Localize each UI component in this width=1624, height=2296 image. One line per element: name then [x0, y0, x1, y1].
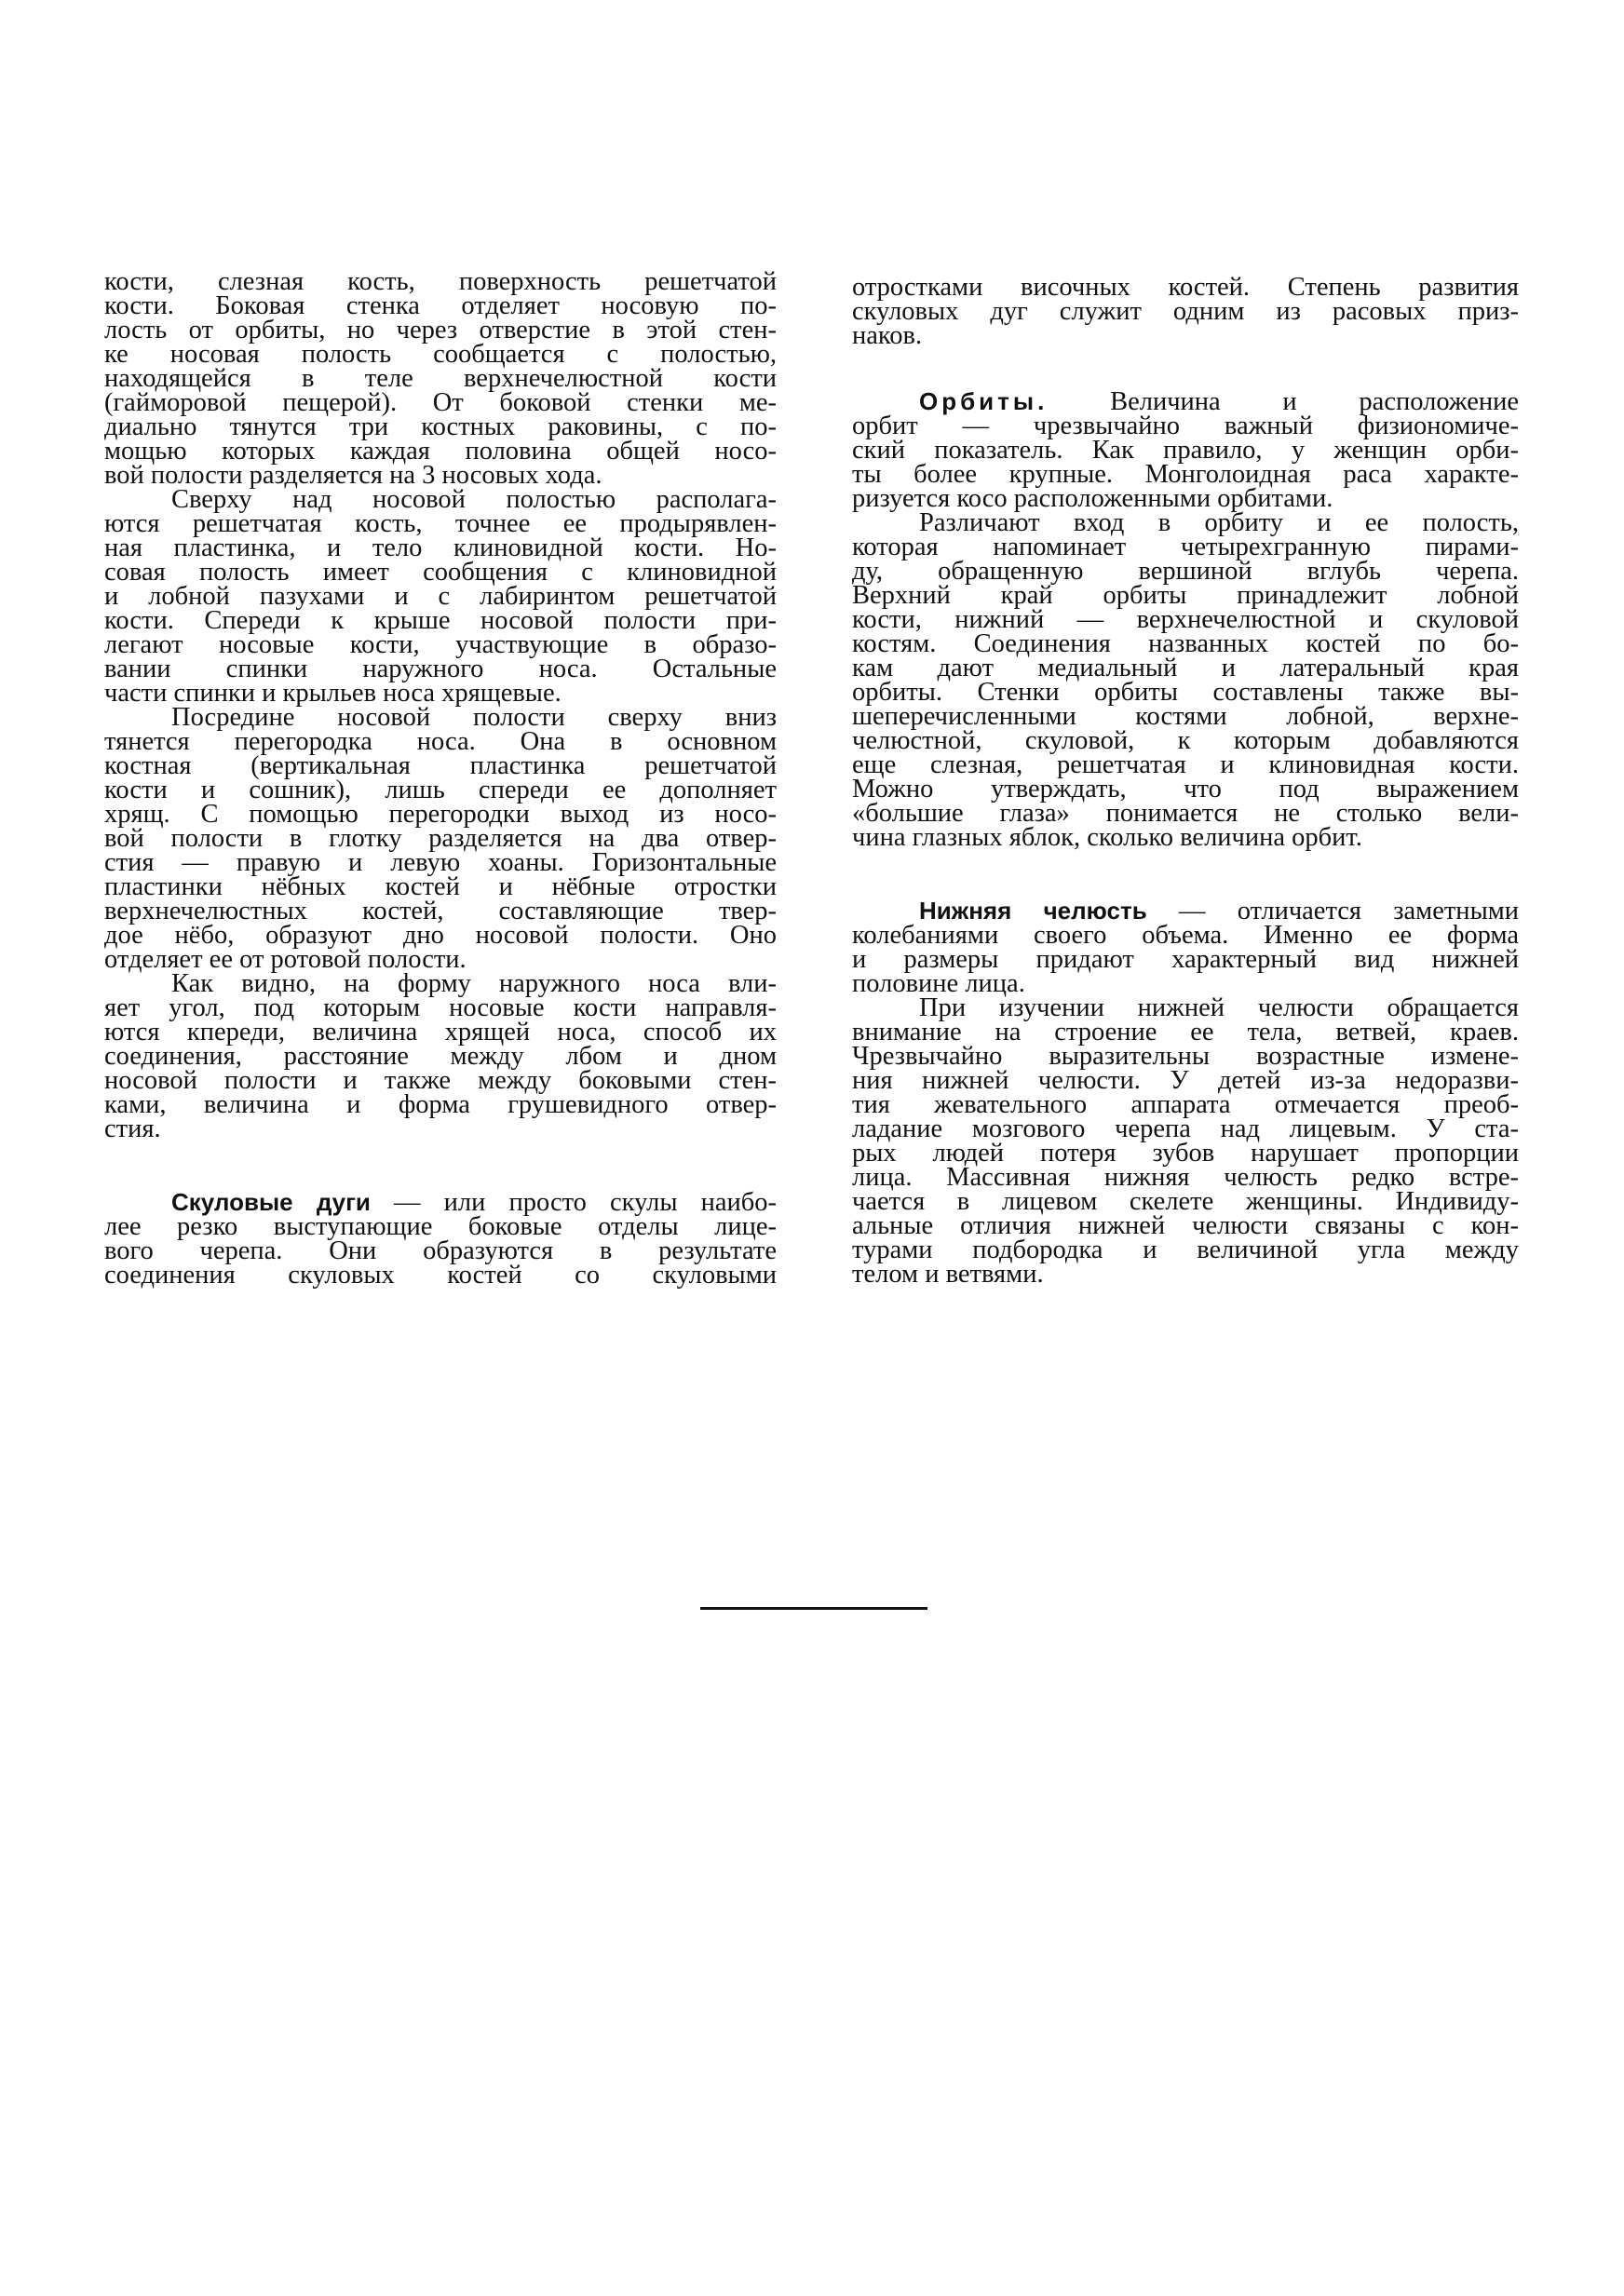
section-zygomatic-arches — [104, 1190, 777, 1288]
heading-continuation: Величина и расположение — [1110, 387, 1519, 416]
text-line: орбиты. Стенки орбиты составлены также вы- — [852, 678, 1519, 707]
text-line: хрящ. С помощью перегородки выход из носо- — [104, 800, 777, 829]
text-line: ризуется косо расположенными орбитами. — [852, 484, 1333, 513]
text-line: дое нёбо, образуют дно носовой полости. Оно — [104, 921, 777, 950]
text-line: стия. — [104, 1114, 161, 1143]
text-line: костям. Соединения названных костей по бо- — [852, 629, 1519, 658]
text-line: чается в лицевом скелете женщины. Индивиду- — [852, 1187, 1519, 1216]
right-column — [852, 273, 1519, 1289]
text-line: внимание на строение ее тела, ветвей, краев. — [852, 1018, 1519, 1047]
paragraph-nasal-walls — [104, 267, 777, 490]
text-line: «большие глаза» понимается не столько вели- — [852, 799, 1519, 828]
text-line: пластинки нёбных костей и нёбные отростки — [104, 872, 777, 901]
text-line: ются решетчатая кость, точнее ее продырявлен- — [104, 509, 777, 538]
text-line: шеперечисленными костями лобной, верхне- — [852, 702, 1519, 731]
text-line: легают носовые кости, участвующие в образо- — [104, 630, 777, 659]
text-line: (гайморовой пещерой). От боковой стенки ме- — [104, 388, 777, 417]
text-line: При изучении нижней челюсти обращается — [919, 993, 1519, 1022]
text-line: альные отличия нижней челюсти связаны с кон- — [852, 1211, 1519, 1240]
text-line — [852, 389, 1519, 414]
text-line: вой полости в глотку разделяется на два отвер- — [104, 824, 777, 853]
text-line: вании спинки наружного носа. Остальные — [104, 655, 777, 683]
text-line: которая напоминает четырехгранную пирами- — [852, 533, 1519, 561]
text-line — [852, 898, 1519, 924]
paragraph-nose-shape — [104, 969, 777, 1143]
section-orbits — [852, 389, 1519, 511]
text-line: ная пластинка, и тело клиновидной кости. Но- — [104, 533, 777, 562]
text-line: вого черепа. Они образуются в результате — [104, 1236, 777, 1265]
text-line: рых людей потеря зубов нарушает пропорции — [852, 1139, 1519, 1168]
text-line — [104, 1190, 777, 1215]
text-line: совая полость имеет сообщения с клиновидной — [104, 558, 777, 587]
text-line: кости, слезная кость, поверхность решетчатой — [104, 267, 777, 296]
text-line: яет угол, под которым носовые кости направля- — [104, 993, 777, 1022]
text-line: наков. — [852, 321, 923, 350]
heading-continuation: — или просто скулы наибо- — [394, 1188, 777, 1217]
text-line: половине лица. — [852, 969, 1025, 998]
text-line: Различают вход в орбиту и ее полость, — [919, 508, 1519, 537]
section-lower-jaw — [852, 898, 1519, 996]
text-line: находящейся в теле верхнечелюстной кости — [104, 364, 777, 393]
text-line: телом и ветвями. — [852, 1260, 1044, 1289]
text-line: кости. Боковая стенка отделяет носовую по- — [104, 291, 777, 320]
text-line: Посредине носовой полости сверху вниз — [171, 703, 777, 732]
section-heading-orbits: Орбиты. — [919, 387, 1049, 415]
text-line: и размеры придают характерный вид нижней — [852, 945, 1519, 974]
text-line: ке носовая полость сообщается с полостью, — [104, 340, 777, 369]
text-line: ются кпереди, величина хрящей носа, способ их — [104, 1018, 777, 1047]
paragraph-gap — [104, 1141, 777, 1190]
text-line: соединения скуловых костей со скуловыми — [104, 1261, 777, 1290]
text-line: кам дают медиальный и латеральный края — [852, 654, 1519, 682]
text-line: ду, обращенную вершиной вглубь черепа. — [852, 557, 1519, 586]
text-line: лее резко выступающие боковые отделы лице- — [104, 1212, 777, 1241]
text-line: части спинки и крыльев носа хрящевые. — [104, 679, 562, 708]
text-line: Сверху над носовой полостью располага- — [171, 485, 777, 514]
text-line: ский показатель. Как правило, у женщин орби- — [852, 436, 1519, 465]
text-line: верхнечелюстных костей, составляющие твер- — [104, 897, 777, 925]
text-line: диально тянутся три костных раковины, с по- — [104, 412, 777, 441]
text-line: мощью которых каждая половина общей носо- — [104, 437, 777, 466]
paragraph-nasal-roof — [104, 485, 777, 708]
text-line: колебаниями своего объема. Именно ее форма — [852, 921, 1519, 950]
heading-continuation: — отличается заметными — [1178, 897, 1519, 925]
text-line: вой полости разделяется на 3 носовых хода. — [104, 461, 602, 490]
text-line: Чрезвычайно выразительны возрастные измене- — [852, 1042, 1519, 1071]
text-line: стия — правую и левую хоаны. Горизонтальные — [104, 848, 777, 877]
section-end-rule — [700, 1607, 927, 1610]
section-heading-zygomatic: Скуловые дуги — [171, 1188, 371, 1216]
text-line: кости, нижний — верхнечелюстной и скуловой — [852, 605, 1519, 634]
text-line: ния нижней челюсти. У детей из-за недоразви- — [852, 1066, 1519, 1095]
text-line: соединения, расстояние между лбом и дном — [104, 1042, 777, 1071]
paragraph-nasal-septum — [104, 703, 777, 974]
text-line: отростками височных костей. Степень развития — [852, 273, 1519, 302]
paragraph-gap — [852, 850, 1519, 898]
paragraph-zygomatic-continued — [852, 273, 1519, 350]
text-line: ладание мозгового черепа над лицевым. У ста- — [852, 1114, 1519, 1143]
paragraph-lower-jaw-study — [852, 993, 1519, 1289]
text-line: Можно утверждать, что под выражением — [852, 775, 1519, 804]
paragraph-orbit-structure — [852, 508, 1519, 852]
text-line: кости и сошник), лишь спереди ее дополняет — [104, 776, 777, 804]
section-heading-lower-jaw: Нижняя челюсть — [919, 897, 1147, 925]
text-line: Как видно, на форму наружного носа вли- — [171, 969, 777, 998]
text-line: ками, величина и форма грушевидного отвер- — [104, 1090, 777, 1119]
text-line: костная (вертикальная пластинка решетчатой — [104, 751, 777, 780]
text-line: и лобной пазухами и с лабиринтом решетчатой — [104, 582, 777, 611]
text-line: лость от орбиты, но через отверстие в этой стен- — [104, 316, 777, 344]
paragraph-gap — [852, 348, 1519, 389]
text-line: тянется перегородка носа. Она в основном — [104, 727, 777, 756]
text-line: отделяет ее от ротовой полости. — [104, 945, 467, 974]
text-line: чина глазных яблок, сколько величина орбит. — [852, 823, 1362, 852]
text-line: лица. Массивная нижняя челюсть редко встре- — [852, 1163, 1519, 1192]
text-line: кости. Спереди к крыше носовой полости при- — [104, 606, 777, 635]
text-line: орбит — чрезвычайно важный физиономиче- — [852, 412, 1519, 440]
text-line: турами подбородка и величиной угла между — [852, 1236, 1519, 1264]
text-line: Верхний край орбиты принадлежит лобной — [852, 581, 1519, 610]
text-line: еще слезная, решетчатая и клиновидная кости. — [852, 750, 1519, 779]
text-line: носовой полости и также между боковыми стен- — [104, 1066, 777, 1095]
text-line: ты более крупные. Монголоидная раса характе- — [852, 460, 1519, 489]
text-line: челюстной, скуловой, к которым добавляются — [852, 726, 1519, 755]
left-column — [104, 267, 777, 1290]
text-line: скуловых дуг служит одним из расовых приз- — [852, 297, 1519, 326]
text-line: тия жевательного аппарата отмечается преоб- — [852, 1090, 1519, 1119]
